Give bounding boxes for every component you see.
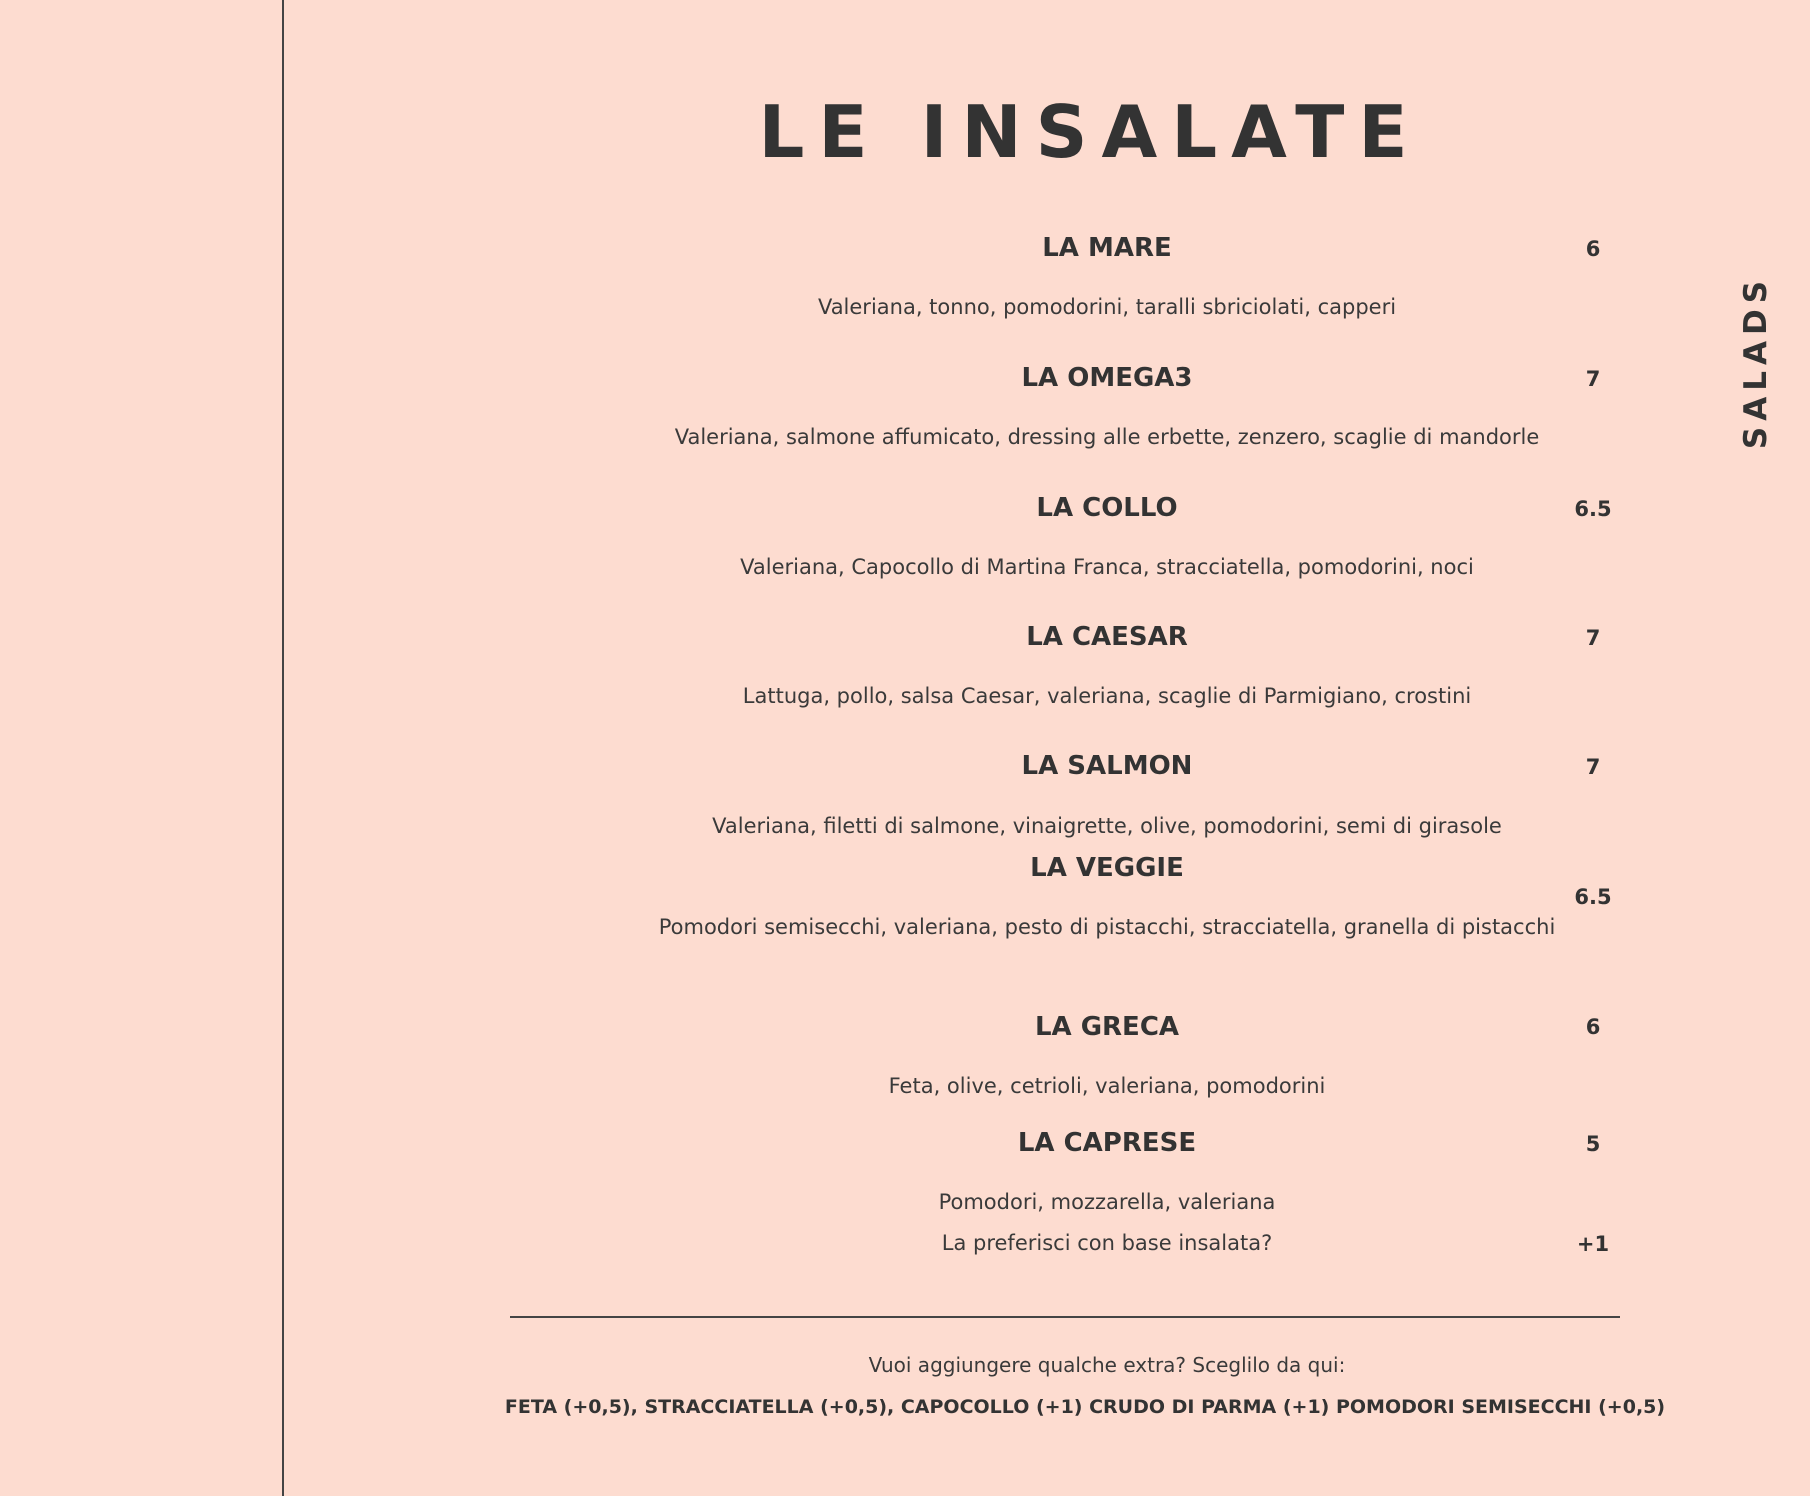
dish-description: Valeriana, tonno, pomodorini, taralli sbriciolati, capperi <box>817 295 1397 319</box>
dish-price: 7 <box>1585 626 1601 650</box>
side-section-label: SALADS <box>1738 274 1774 450</box>
dish-price: 6 <box>1585 237 1601 261</box>
dish-name: LA COLLO <box>1036 493 1178 523</box>
left-divider-line <box>282 0 284 1496</box>
dish-description: Valeriana, filetti di salmone, vinaigrette, olive, pomodorini, semi di girasole <box>712 814 1502 838</box>
dish-name: LA OMEGA3 <box>1021 363 1193 393</box>
page-title: LE INSALATE <box>758 90 1422 174</box>
dish-price: 7 <box>1585 367 1601 391</box>
dish-name: LA GRECA <box>1034 1012 1180 1042</box>
dish-price: 6.5 <box>1574 497 1612 521</box>
bottom-divider-line <box>510 1316 1620 1318</box>
dish-price: 5 <box>1585 1132 1601 1156</box>
dish-name: LA MARE <box>1042 233 1172 263</box>
dish-description: Lattuga, pollo, salsa Caesar, valeriana, scaglie di Parmigiano, crostini <box>742 684 1472 708</box>
dish-name: LA SALMON <box>1021 751 1193 781</box>
dish-description: Pomodori, mozzarella, valeriana <box>938 1190 1276 1214</box>
dish-description: Feta, olive, cetrioli, valeriana, pomodorini <box>888 1074 1326 1098</box>
extras-intro: Vuoi aggiungere qualche extra? Sceglilo da qui: <box>868 1353 1346 1377</box>
base-option-text: La preferisci con base insalata? <box>941 1231 1273 1255</box>
base-option-price: +1 <box>1576 1232 1610 1256</box>
dish-price: 6 <box>1585 1015 1601 1039</box>
dish-description: Valeriana, salmone affumicato, dressing alle erbette, zenzero, scaglie di mandorle <box>674 425 1540 449</box>
dish-description: Valeriana, Capocollo di Martina Franca, stracciatella, pomodorini, noci <box>740 555 1474 579</box>
dish-description: Pomodori semisecchi, valeriana, pesto di pistacchi, stracciatella, granella di pistacchi <box>658 915 1556 939</box>
dish-name: LA CAESAR <box>1026 622 1188 652</box>
dish-name: LA CAPRESE <box>1017 1128 1197 1158</box>
dish-name: LA VEGGIE <box>1030 853 1184 883</box>
dish-price: 6.5 <box>1574 885 1612 909</box>
dish-price: 7 <box>1585 755 1601 779</box>
extras-list: FETA (+0,5), STRACCIATELLA (+0,5), CAPOCOLLO (+1) CRUDO DI PARMA (+1) POMODORI SEMISECCHI (+0,5) <box>504 1396 1666 1418</box>
